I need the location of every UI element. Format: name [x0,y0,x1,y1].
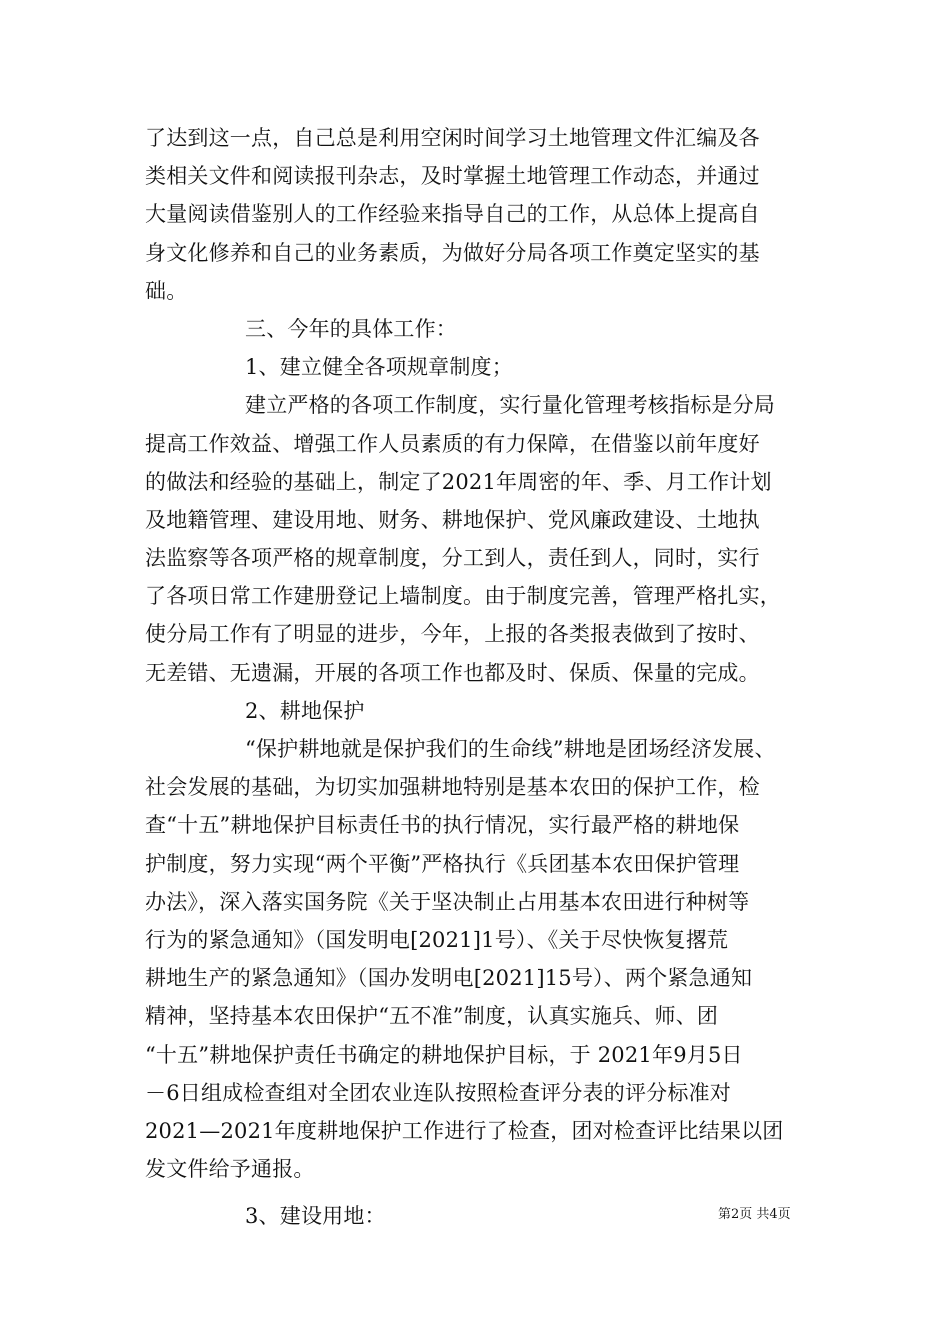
text-line: 身文化修养和自己的业务素质，为做好分局各项工作奠定坚实的基 [145,240,760,265]
text-line: 础。 [145,278,188,303]
text-line: 的做法和经验的基础上，制定了2021年周密的年、季、月工作计划 [145,469,772,494]
text-line: 了达到这一点，自己总是利用空闲时间学习土地管理文件汇编及各 [145,126,760,150]
page-number-footer: 第2页 共4页 [718,1207,791,1222]
text-line: 3、建设用地： [245,1204,386,1229]
text-line: 建立严格的各项工作制度，实行量化管理考核指标是分局 [245,393,775,418]
text-line: 2021—2021年度耕地保护工作进行了检查，团对检查评比结果以团 [145,1118,784,1143]
text-line: 及地籍管理、建设用地、财务、耕地保护、党风廉政建设、土地执 [145,507,760,532]
document-body [145,119,810,1235]
text-line: 耕地生产的紧急通知》（国办发明电[2021]15号）、两个紧急通知 [145,966,753,991]
text-line: 精神，坚持基本农田保护“五不准”制度，认真实施兵、师、团 [145,1004,719,1029]
text-line: 类相关文件和阅读报刊杂志，及时掌握土地管理工作动态，并通过 [145,164,760,189]
text-line: 了各项日常工作建册登记上墙制度。由于制度完善，管理严格扎实， [145,584,781,609]
text-line: 大量阅读借鉴别人的工作经验来指导自己的工作，从总体上提高自 [145,202,760,227]
text-line: 社会发展的基础，为切实加强耕地特别是基本农田的保护工作，检 [145,775,760,800]
text-line: 三、今年的具体工作： [245,316,457,341]
text-line: 护制度，努力实现“两个平衡”严格执行《兵团基本农田保护管理 [145,851,740,876]
text-line: 提高工作效益、增强工作人员素质的有力保障，在借鉴以前年度好 [145,431,760,456]
text-line: “保护耕地就是保护我们的生命线”耕地是团场经济发展、 [245,737,776,761]
text-line: －6日组成检查组对全团农业连队按照检查评分表的评分标准对 [145,1080,731,1105]
text-line: 法监察等各项严格的规章制度，分工到人，责任到人，同时，实行 [145,546,760,571]
text-line: 使分局工作有了明显的进步，今年，上报的各类报表做到了按时、 [145,622,760,647]
text-line: 发文件给予通报。 [145,1157,315,1182]
text-line: 2、耕地保护 [245,698,365,723]
text-line: 办法》，深入落实国务院《关于坚决制止占用基本农田进行种树等 [145,889,750,914]
text-line: 行为的紧急通知》（国发明电[2021]1号）、《关于尽快恢复撂荒 [145,927,729,952]
text-line: 查“十五”耕地保护目标责任书的执行情况，实行最严格的耕地保 [145,813,740,838]
text-line: “十五”耕地保护责任书确定的耕地保护目标，于 2021年9月5日 [145,1042,743,1067]
text-line: 1、建立健全各项规章制度； [245,355,513,380]
text-line: 无差错、无遗漏，开展的各项工作也都及时、保质、保量的完成。 [145,660,760,685]
